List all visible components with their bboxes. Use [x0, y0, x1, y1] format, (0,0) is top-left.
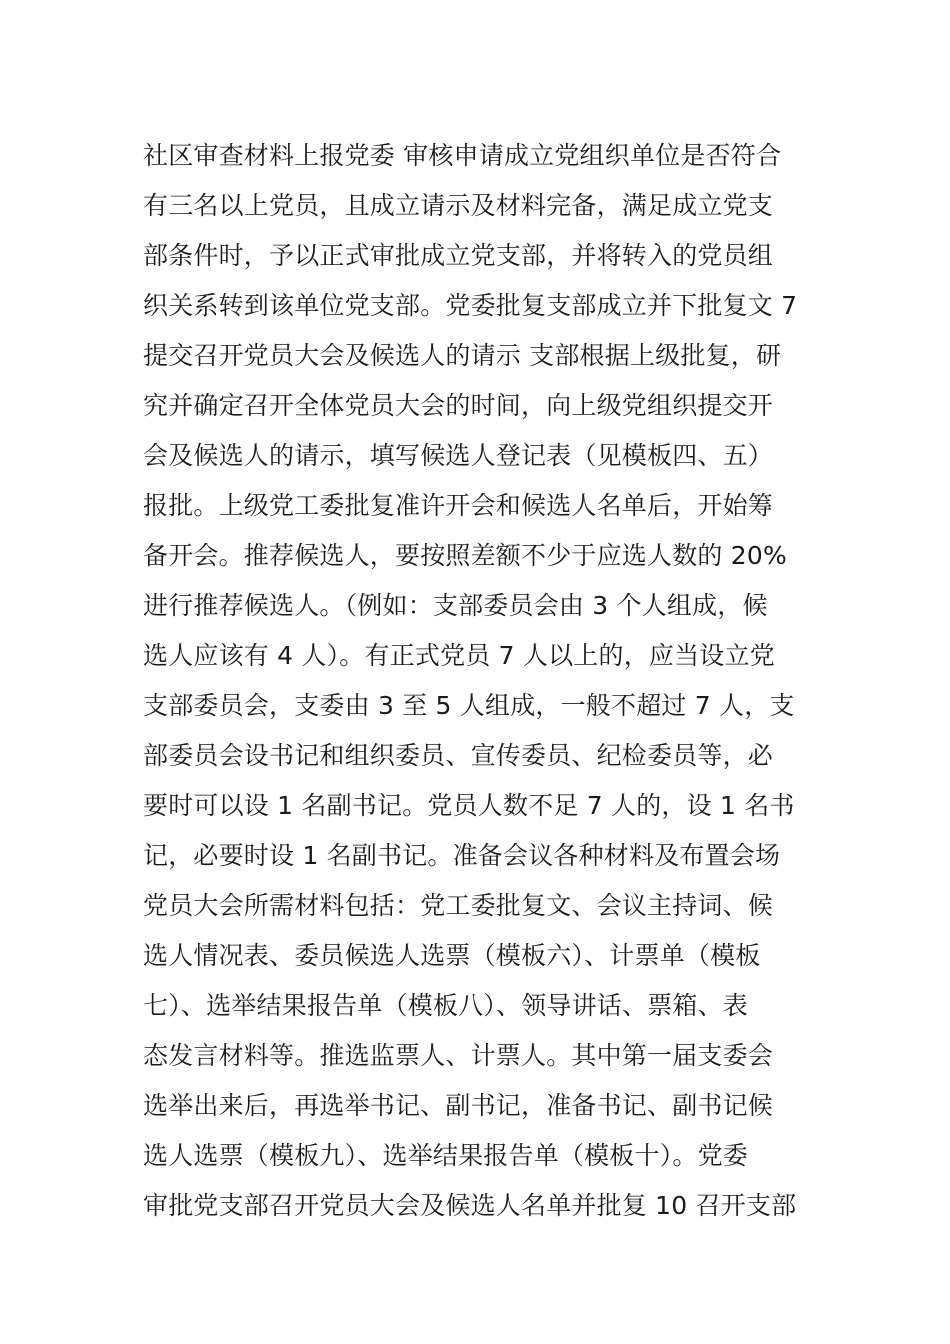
text-line: 选人应该有 4 人）。有正式党员 7 人以上的，应当设立党 — [143, 641, 775, 670]
text-line: 态发言材料等。推选监票人、计票人。其中第一届支委会 — [143, 1041, 774, 1070]
text-line: 有三名以上党员，且成立请示及材料完备，满足成立党支 — [143, 191, 774, 220]
text-line: 选人情况表、委员候选人选票（模板六）、计票单（模板 — [143, 941, 761, 970]
text-line: 部条件时，予以正式审批成立党支部，并将转入的党员组 — [143, 241, 774, 270]
text-line: 报批。上级党工委批复准许开会和候选人名单后，开始筹 — [143, 491, 774, 520]
text-line: 织关系转到该单位党支部。党委批复支部成立并下批复文 7 — [143, 291, 798, 320]
document-body — [143, 131, 823, 1231]
text-line: 党员大会所需材料包括：党工委批复文、会议主持词、候 — [143, 891, 774, 920]
text-line: 要时可以设 1 名副书记。党员人数不足 7 人的，设 1 名书 — [143, 791, 795, 820]
text-line: 选人选票（模板九）、选举结果报告单（模板十）。党委 — [143, 1141, 749, 1170]
text-line: 审批党支部召开党员大会及候选人名单并批复 10 召开支部 — [143, 1191, 797, 1220]
text-line: 七）、选举结果报告单（模板八）、领导讲话、票箱、表 — [143, 991, 749, 1020]
text-line: 记，必要时设 1 名副书记。准备会议各种材料及布置会场 — [143, 841, 781, 870]
text-line: 备开会。推荐候选人，要按照差额不少于应选人数的 20% — [143, 541, 787, 570]
text-line: 究并确定召开全体党员大会的时间，向上级党组织提交开 — [143, 391, 774, 420]
text-line: 支部委员会，支委由 3 至 5 人组成，一般不超过 7 人，支 — [143, 691, 795, 720]
text-line: 会及候选人的请示，填写候选人登记表（见模板四、五） — [143, 441, 774, 470]
text-line: 选举出来后，再选举书记、副书记，准备书记、副书记候 — [143, 1091, 774, 1120]
text-line: 进行推荐候选人。（例如：支部委员会由 3 个人组成，候 — [143, 591, 768, 620]
text-line: 提交召开党员大会及候选人的请示 支部根据上级批复，研 — [143, 341, 782, 370]
text-line: 部委员会设书记和组织委员、宣传委员、纪检委员等，必 — [143, 741, 774, 770]
text-line: 社区审查材料上报党委 审核申请成立党组织单位是否符合 — [143, 141, 782, 170]
